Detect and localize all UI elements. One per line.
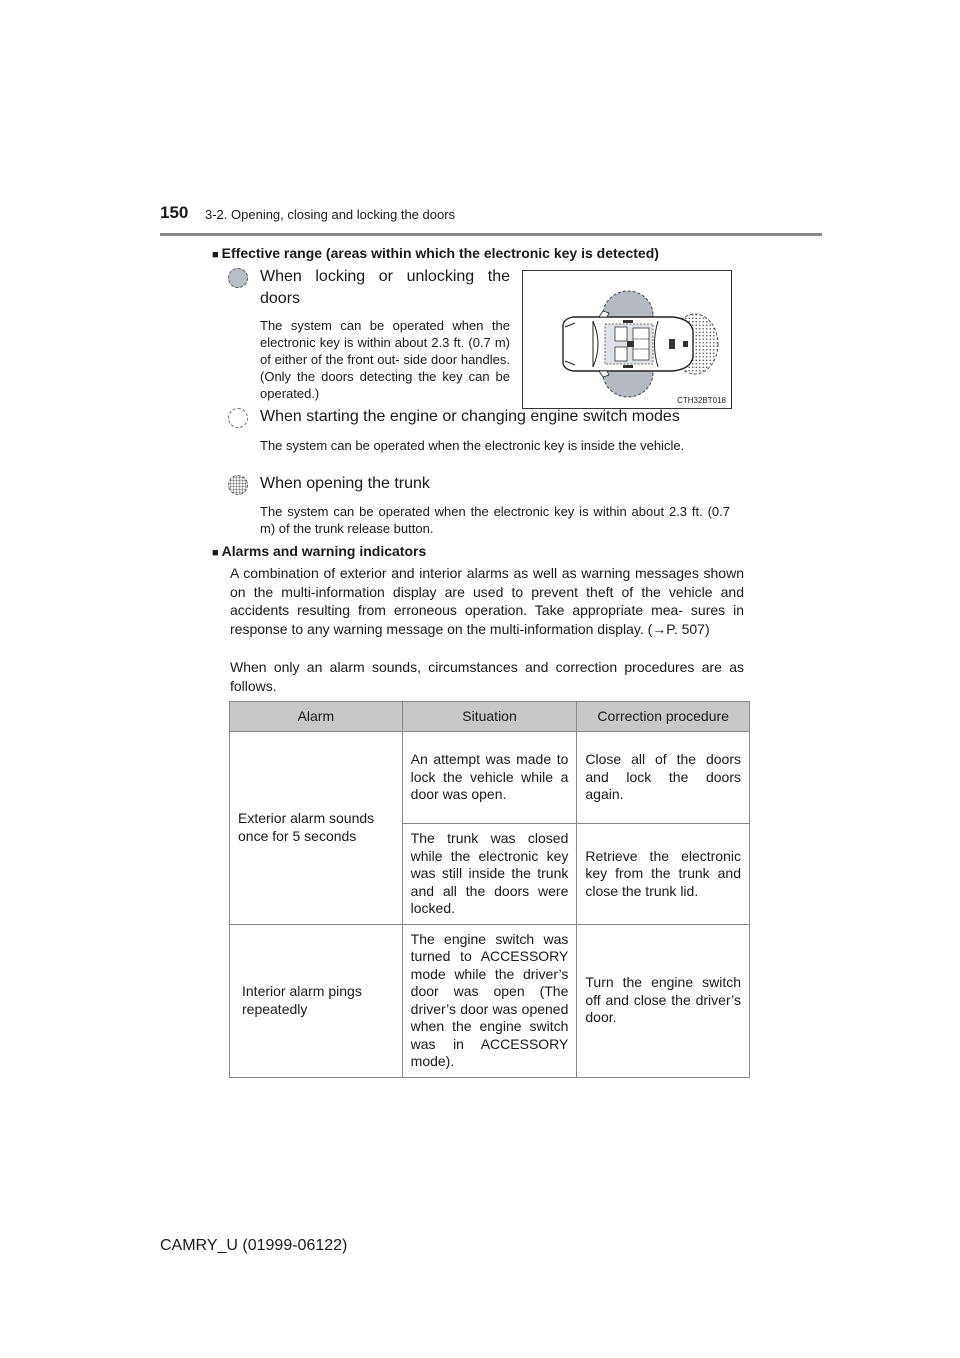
- header-rule: [160, 233, 822, 236]
- square-bullet-icon: ■: [212, 547, 219, 559]
- alarms-paragraph-1: A combination of exterior and interior alarms as well as warning messages shown on the multi-information display are used to prevent theft of the vehicle and accidents resulting from erroneous operation. Take appropriate mea- sures in response to any warning message on the multi-information display. (→P. 507): [230, 565, 744, 637]
- engine-start-body: The system can be operated when the electronic key is inside the vehicle.: [260, 438, 685, 453]
- lock-unlock-body: The system can be operated when the electronic key is within about 2.3 ft. (0.7 m) of either of the front out- side door handles. (Only the doors detecting the key can be operated.): [260, 318, 510, 401]
- correction-cell: Retrieve the electronic key from the trunk and close the trunk lid.: [577, 824, 750, 925]
- correction-cell: Turn the engine switch off and close the driver’s door.: [577, 924, 750, 1077]
- situation-cell: An attempt was made to lock the vehicle while a door was open.: [402, 732, 577, 824]
- page-number: 150: [160, 203, 189, 222]
- trunk-body: The system can be operated when the electronic key is within about 2.3 ft. (0.7 m) of the trunk release button.: [260, 504, 730, 536]
- document-id: CAMRY_U (01999-06122): [160, 1237, 348, 1254]
- situation-cell: The engine switch was turned to ACCESSORY mode while the driver’s door was open (The driver’s door was opened when the engine switch was in ACCESSORY mode).: [402, 924, 577, 1077]
- effective-range-heading: [212, 245, 659, 261]
- correction-cell: Close all of the doors and lock the doors again.: [577, 732, 750, 824]
- figure-code: CTH32BT018: [677, 396, 726, 405]
- header-situation: Situation: [402, 702, 577, 732]
- engine-start-title: When starting the engine or changing engine switch modes: [260, 408, 680, 425]
- table-header-row: [230, 702, 750, 732]
- effective-range-heading-text: Effective range (areas within which the electronic key is detected): [221, 245, 659, 261]
- alarms-paragraph-2: When only an alarm sounds, circumstances and correction procedures are as follows.: [230, 659, 744, 694]
- section-title: 3-2. Opening, closing and locking the doors: [205, 207, 456, 222]
- lock-unlock-title: When locking or unlocking the doors: [260, 268, 510, 307]
- car-top-view-icon: [523, 271, 733, 410]
- alarm-table: [229, 701, 750, 1078]
- alarms-heading: [212, 543, 426, 559]
- header-alarm: Alarm: [230, 702, 403, 732]
- alarm-cell: Interior alarm pings repeatedly: [230, 924, 403, 1077]
- trunk-title: When opening the trunk: [260, 475, 430, 492]
- header-correction: Correction procedure: [577, 702, 750, 732]
- situation-cell: The trunk was closed while the electronic key was still inside the trunk and all the doors were locked.: [402, 824, 577, 925]
- alarm-cell: Exterior alarm sounds once for 5 seconds: [230, 732, 403, 925]
- table-row: [230, 924, 750, 1077]
- cabin-range-legend-icon: [228, 408, 248, 428]
- door-range-legend-icon: [228, 268, 248, 288]
- trunk-range-legend-icon: [228, 475, 248, 495]
- detection-range-figure: [522, 270, 732, 409]
- table-row: [230, 732, 750, 824]
- square-bullet-icon: ■: [212, 249, 219, 261]
- alarms-heading-text: Alarms and warning indicators: [221, 543, 427, 559]
